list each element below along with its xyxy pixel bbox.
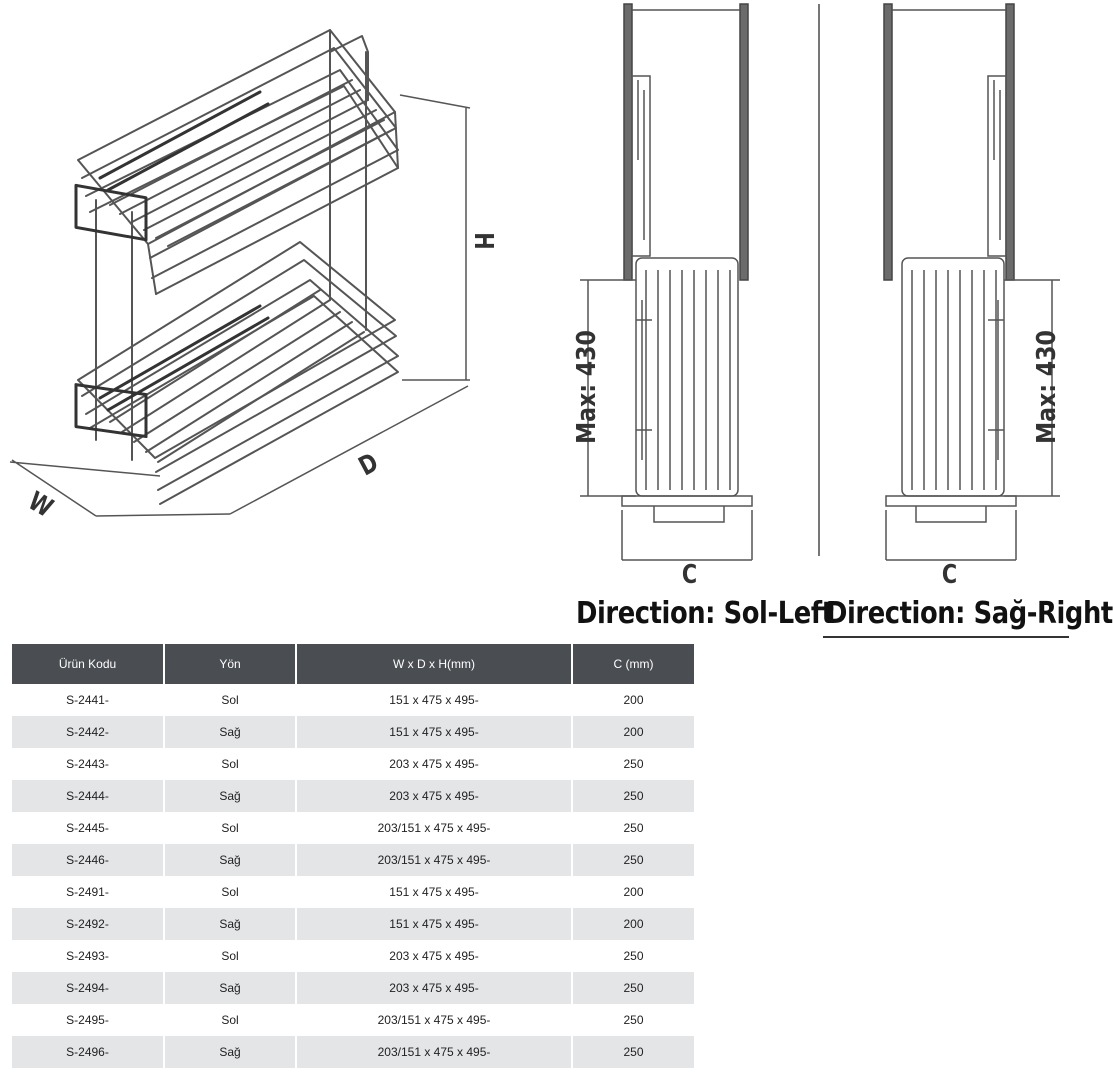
cell-code: S-2444- — [12, 780, 164, 812]
cell-direction: Sağ — [164, 844, 296, 876]
cell-dimensions: 203 x 475 x 495- — [296, 748, 572, 780]
dim-label-c-left: C — [681, 560, 698, 590]
table-row — [12, 844, 694, 876]
cell-c: 200 — [572, 908, 694, 940]
cell-dimensions: 203 x 475 x 495- — [296, 940, 572, 972]
cell-direction: Sağ — [164, 972, 296, 1004]
dim-label-h: H — [467, 232, 498, 250]
side-view-left — [560, 0, 820, 600]
basket-isometric-drawing — [0, 0, 520, 600]
table-header-row — [12, 644, 694, 684]
table-row — [12, 812, 694, 844]
col-header-c: C (mm) — [572, 644, 694, 684]
table-row — [12, 780, 694, 812]
cell-dimensions: 203 x 475 x 495- — [296, 972, 572, 1004]
cell-code: S-2494- — [12, 972, 164, 1004]
cell-direction: Sol — [164, 748, 296, 780]
cell-c: 250 — [572, 780, 694, 812]
dim-label-d: D — [354, 447, 384, 483]
cell-dimensions: 203/151 x 475 x 495- — [296, 812, 572, 844]
table-row — [12, 1004, 694, 1036]
cell-direction: Sağ — [164, 908, 296, 940]
cell-direction: Sol — [164, 812, 296, 844]
table-row — [12, 748, 694, 780]
cell-dimensions: 151 x 475 x 495- — [296, 908, 572, 940]
dim-label-c-right: C — [941, 560, 958, 590]
cell-dimensions: 203/151 x 475 x 495- — [296, 1036, 572, 1068]
side-view-right — [820, 0, 1080, 600]
col-header-dimensions: W x D x H(mm) — [296, 644, 572, 684]
cell-c: 250 — [572, 972, 694, 1004]
cell-c: 200 — [572, 876, 694, 908]
cell-code: S-2493- — [12, 940, 164, 972]
cell-dimensions: 203/151 x 475 x 495- — [296, 844, 572, 876]
cell-code: S-2442- — [12, 716, 164, 748]
cell-c: 200 — [572, 684, 694, 716]
table-row — [12, 940, 694, 972]
cell-code: S-2495- — [12, 1004, 164, 1036]
table-row — [12, 908, 694, 940]
dim-label-w: W — [22, 486, 58, 524]
lower-basket — [78, 242, 398, 504]
cell-direction: Sol — [164, 684, 296, 716]
cell-c: 250 — [572, 812, 694, 844]
direction-right-title: Direction: Sağ-Right — [826, 596, 1113, 631]
table-row — [12, 876, 694, 908]
cell-c: 250 — [572, 748, 694, 780]
cell-direction: Sağ — [164, 716, 296, 748]
cell-dimensions: 203/151 x 475 x 495- — [296, 1004, 572, 1036]
table-row — [12, 716, 694, 748]
upper-basket — [78, 30, 398, 294]
cell-direction: Sol — [164, 940, 296, 972]
col-header-direction: Yön — [164, 644, 296, 684]
cell-direction: Sol — [164, 1004, 296, 1036]
dim-label-max-left: Max: 430 — [571, 330, 602, 444]
cell-dimensions: 151 x 475 x 495- — [296, 876, 572, 908]
direction-left-title: Direction: Sol-Left — [576, 596, 834, 631]
cell-c: 250 — [572, 940, 694, 972]
table-row — [12, 972, 694, 1004]
cell-code: S-2496- — [12, 1036, 164, 1068]
cell-direction: Sağ — [164, 780, 296, 812]
cell-c: 250 — [572, 1004, 694, 1036]
cell-code: S-2443- — [12, 748, 164, 780]
col-header-code: Ürün Kodu — [12, 644, 164, 684]
cell-dimensions: 203 x 475 x 495- — [296, 780, 572, 812]
cell-c: 250 — [572, 844, 694, 876]
cell-dimensions: 151 x 475 x 495- — [296, 684, 572, 716]
cell-code: S-2441- — [12, 684, 164, 716]
dim-label-max-right: Max: 430 — [1031, 330, 1062, 444]
cell-c: 250 — [572, 1036, 694, 1068]
cell-code: S-2492- — [12, 908, 164, 940]
cell-code: S-2491- — [12, 876, 164, 908]
cell-code: S-2445- — [12, 812, 164, 844]
cell-c: 200 — [572, 716, 694, 748]
cell-direction: Sol — [164, 876, 296, 908]
table-row — [12, 1036, 694, 1068]
spec-table — [12, 644, 694, 1068]
table-row — [12, 684, 694, 716]
cell-direction: Sağ — [164, 1036, 296, 1068]
cell-code: S-2446- — [12, 844, 164, 876]
direction-underline — [823, 636, 1069, 638]
cell-dimensions: 151 x 475 x 495- — [296, 716, 572, 748]
